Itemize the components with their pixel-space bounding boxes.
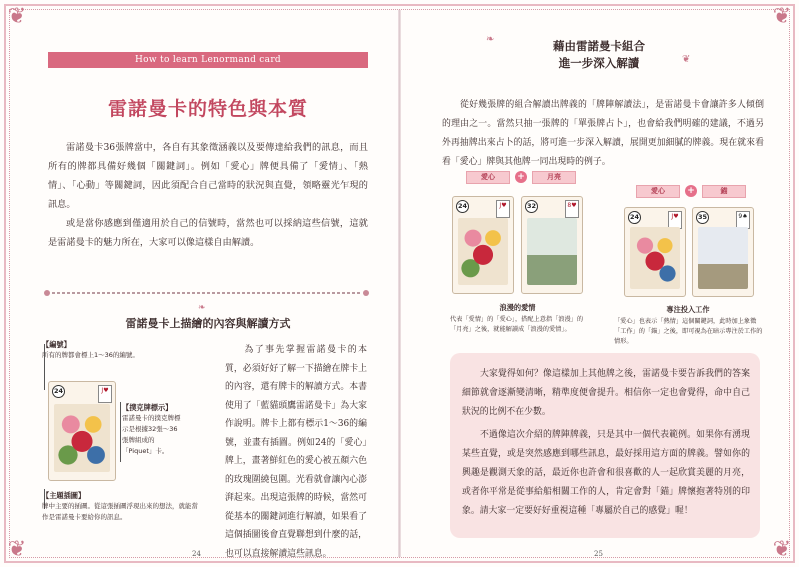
anchor-illustration-icon [698,227,748,289]
annotation-poker [122,403,184,457]
page-title-block [514,38,684,72]
intro-paragraph: 雷諾曼卡36張牌當中，各自有其象徵涵義以及要傳達給我們的訊息，而且所有的牌都具備好幾個「關鍵詞」。例如「愛心」牌便具備了「愛情」、「熱情」、「心動」等關鍵詞，因此須配合自己當時的狀況與直覺，領略靈光乍現的訊息。 [48,142,368,210]
annotation-label: 【主題插圖】 [42,491,86,500]
tag-heart: 愛心 [466,171,510,184]
lenormand-card-anchor [692,207,754,297]
section-banner: How to learn Lenormand card [48,52,368,68]
intro-paragraph-2: 或是當你感應到僅適用於自己的信號時，當然也可以採納這些信號，這就是雷諾曼卡的魅力所在，大家可以像這樣自由解讀。 [48,218,368,248]
tag-heart: 愛心 [636,185,680,198]
highlight-paragraph: 大家覺得如何？像這樣加上其他牌之後，雷諾曼卡要告訴我們的答案細節就會逐漸變清晰，精準度便會提升。相信你一定也會覺得，命中自己狀況的比例不在少數。 [462,369,750,418]
card-number: 24 [628,211,641,224]
flourish-icon: ❧ [198,303,206,313]
caption-title: 浪漫的愛情 [499,303,536,312]
dotted-divider [44,290,369,296]
tag-anchor: 錨 [702,185,746,198]
book-gutter [398,10,401,557]
page-title-line: 進一步深入解讀 [558,56,640,70]
left-page [22,14,384,559]
corner-ornament-icon: ❦ [7,4,27,29]
card-number: 32 [525,200,538,213]
plus-icon: + [685,185,697,197]
leader-line [120,402,121,462]
lenormand-card-heart [624,207,686,297]
card-number: 24 [456,200,469,213]
heart-illustration-icon [54,404,109,473]
card-poker-sign: J♥ [668,211,682,229]
page-number: 25 [594,550,603,558]
annotation-number [42,340,202,361]
annotation-text: 雷諾曼卡的撲克牌標示是根據32張～36張牌組成的「Piquet」卡。 [122,414,181,455]
heart-illustration-icon [630,227,680,289]
card-number: 24 [52,385,65,398]
annotation-label: 【撲克牌標示】 [122,403,173,412]
page-title-line: 藉由雷諾曼卡組合 [553,39,645,53]
corner-ornament-icon: ❦ [772,4,792,29]
card-poker-sign: J♥ [98,385,112,403]
flourish-icon: ❦ [682,54,691,65]
card-poker-sign: 9♠ [736,211,750,229]
highlight-paragraph: 不過像這次介紹的牌陣牌義，只是其中一個代表範例。如果你有湧現某些直覺，或是突然感應到哪些訊息，最好採用這方面的牌義。譬如你的興趣是觀測天象的話，最近你也許會和很喜歡的人一起欣賞美麗的月亮，或者你平常是從事給船相關工作的人，肯定會對「錨」牌懷抱著特別的印象。請大家一定要好好重視這種「專屬於自己的感覺」喔！ [462,429,750,517]
annotation-text: 所有的牌都會標上1～36的編號。 [42,351,139,359]
card-poker-sign: 8♥ [565,200,579,218]
card-number: 35 [696,211,709,224]
plus-icon: + [515,171,527,183]
card-poker-sign: J♥ [496,200,510,218]
page-number: 24 [192,550,201,558]
corner-ornament-icon: ❦ [772,537,792,562]
leader-line [44,344,45,390]
moon-landscape-illustration-icon [527,218,577,285]
lenormand-card-heart [48,381,116,481]
flourish-icon: ❧ [486,34,495,45]
caption-text: 代表「愛情」的「愛心」，搭配上意指「浪漫」的「月亮」之後，就能解讀成「浪漫的愛情」。 [450,316,584,333]
highlight-box-text [462,365,750,522]
section-body-text: 為了事先掌握雷諾曼卡的本質，必須好好了解一下描繪在牌卡上的內容，還有牌卡的解讀方式。本書使用了「藍貓頭鷹雷諾曼卡」為大家作說明。牌卡上都有標示1～36的編號，並畫有插圖。例如24的「愛心」牌上，畫著鮮紅色的愛心被五顏六色的玫瑰圍繞包圍。光看就會讓內心澎湃起來。出現這張牌的時候，當然可從基本的關鍵詞進行解讀，如果看了這個插圖後會直覺聯想到什麼的話，也可以直接解讀這些訊息。 [225,345,367,559]
caption-title: 專注投入工作 [666,305,710,314]
lenormand-card-moon [521,196,583,294]
annotation-theme [42,491,202,523]
corner-ornament-icon: ❦ [7,537,27,562]
tag-moon: 月亮 [532,171,576,184]
caption-text: 「愛心」也表示「熱情」這個關鍵詞，此時加上象徵「工作」的「錨」之後，即可視為在暗示專注於工作的情形。 [614,318,763,345]
intro-paragraph: 從好幾張牌的組合解讀出牌義的「牌陣解讀法」，是雷諾曼卡會讓許多人傾倒的理由之一。當然只抽一張牌的「單張牌占卜」，也會給我們明確的建議，不過另外再抽牌出來占卜的話，將可進一步深入解讀，展開更加細膩的牌義。現在就來看看「愛心」牌與其他牌一同出現時的例子。 [442,100,764,167]
annotation-label: 【編號】 [42,340,71,349]
section-title: 雷諾曼卡上描繪的內容與解讀方式 [125,317,291,330]
right-page [414,14,778,558]
page-title: 雷諾曼卡的特色與本質 [107,98,308,120]
heart-illustration-icon [458,218,508,285]
annotation-text: 牌中主要的插圖。從這張插圖浮現出來的想法，就能當作是雷諾曼卡要給你的訊息。 [42,502,198,521]
lenormand-card-heart [452,196,514,294]
